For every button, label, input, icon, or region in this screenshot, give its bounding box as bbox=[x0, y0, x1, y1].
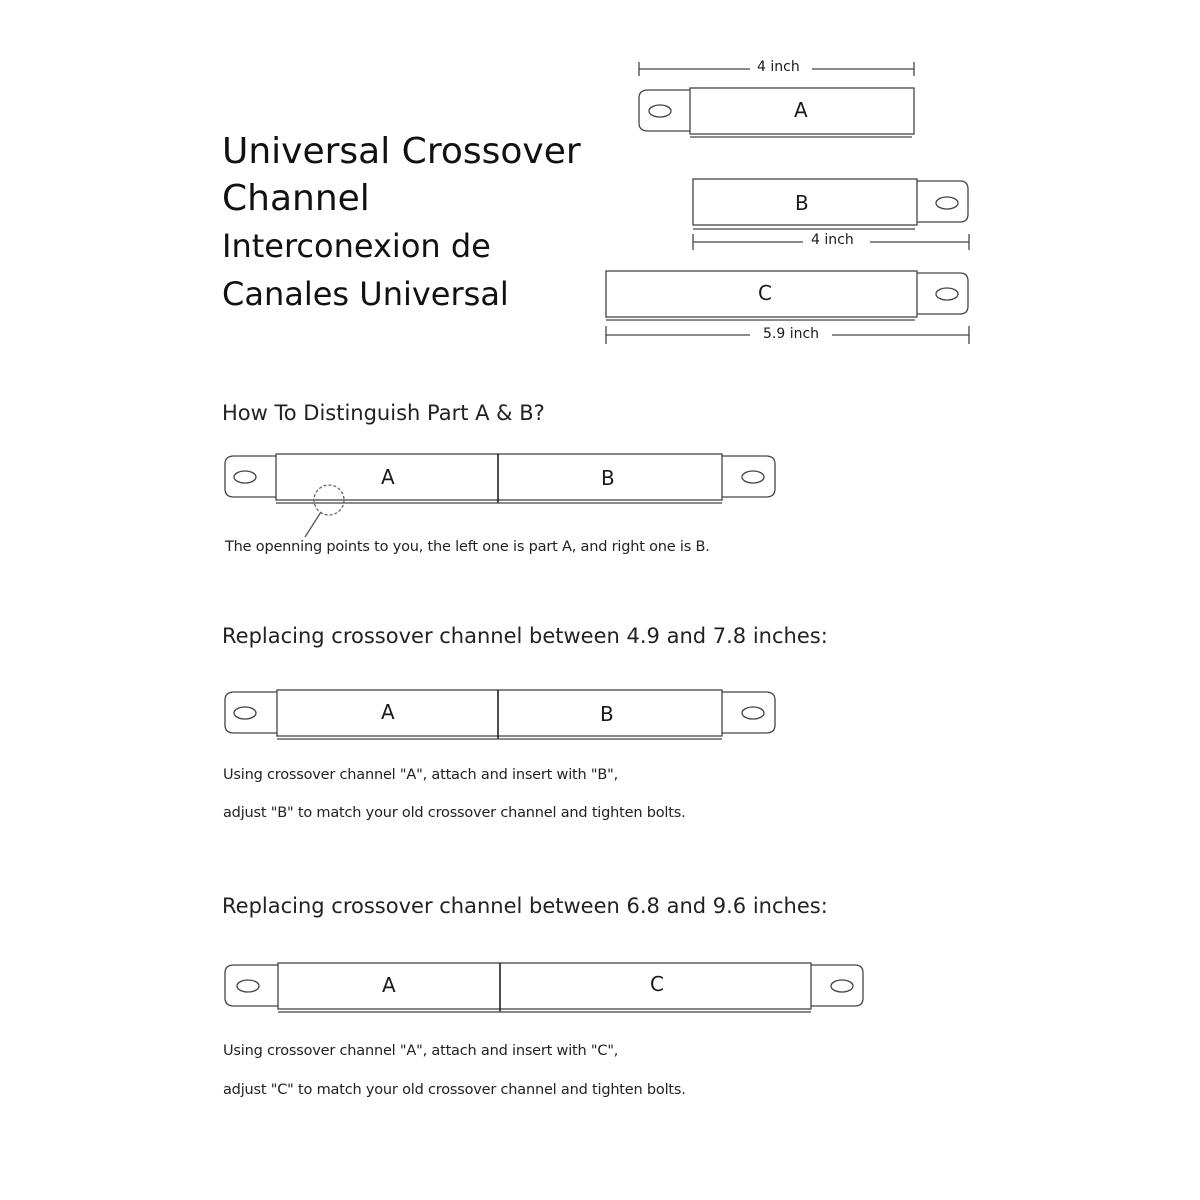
parts-diagram bbox=[0, 0, 1200, 360]
ab-left-label: A bbox=[381, 700, 395, 724]
ac-assembly-diagram bbox=[0, 955, 1200, 1020]
title-line-2: Channel bbox=[222, 178, 370, 219]
distinguish-heading: How To Distinguish Part A & B? bbox=[222, 401, 545, 425]
ab-note-line-1: Using crossover channel "A", attach and insert with "B", bbox=[223, 767, 619, 783]
part-a-dimension-label: 4 inch bbox=[757, 59, 800, 75]
part-b-dimension-label: 4 inch bbox=[811, 232, 854, 248]
ab-heading: Replacing crossover channel between 4.9 and 7.8 inches: bbox=[222, 624, 828, 648]
part-a-channel bbox=[639, 88, 914, 137]
ab-right-label: B bbox=[600, 702, 614, 726]
ac-left-label: A bbox=[382, 973, 396, 997]
subtitle-line-2: Canales Universal bbox=[222, 275, 509, 313]
distinguish-note: The openning points to you, the left one is part A, and right one is B. bbox=[225, 539, 710, 555]
title-line-1: Universal Crossover bbox=[222, 131, 581, 172]
ac-note-line-2: adjust "C" to match your old crossover channel and tighten bolts. bbox=[223, 1082, 686, 1098]
part-c-channel bbox=[606, 271, 968, 320]
part-c-dimension-label: 5.9 inch bbox=[763, 326, 820, 342]
part-a-label: A bbox=[794, 98, 808, 122]
distinguish-right-label: B bbox=[601, 466, 615, 490]
ac-heading: Replacing crossover channel between 6.8 and 9.6 inches: bbox=[222, 894, 828, 918]
part-c-label: C bbox=[758, 281, 772, 305]
part-b-channel bbox=[693, 179, 968, 229]
ab-note-line-2: adjust "B" to match your old crossover channel and tighten bolts. bbox=[223, 805, 686, 821]
ac-right-label: C bbox=[650, 972, 664, 996]
part-b-label: B bbox=[795, 191, 809, 215]
subtitle-line-1: Interconexion de bbox=[222, 227, 491, 265]
distinguish-diagram bbox=[0, 440, 1200, 550]
ac-note-line-1: Using crossover channel "A", attach and insert with "C", bbox=[223, 1043, 619, 1059]
distinguish-left-label: A bbox=[381, 465, 395, 489]
